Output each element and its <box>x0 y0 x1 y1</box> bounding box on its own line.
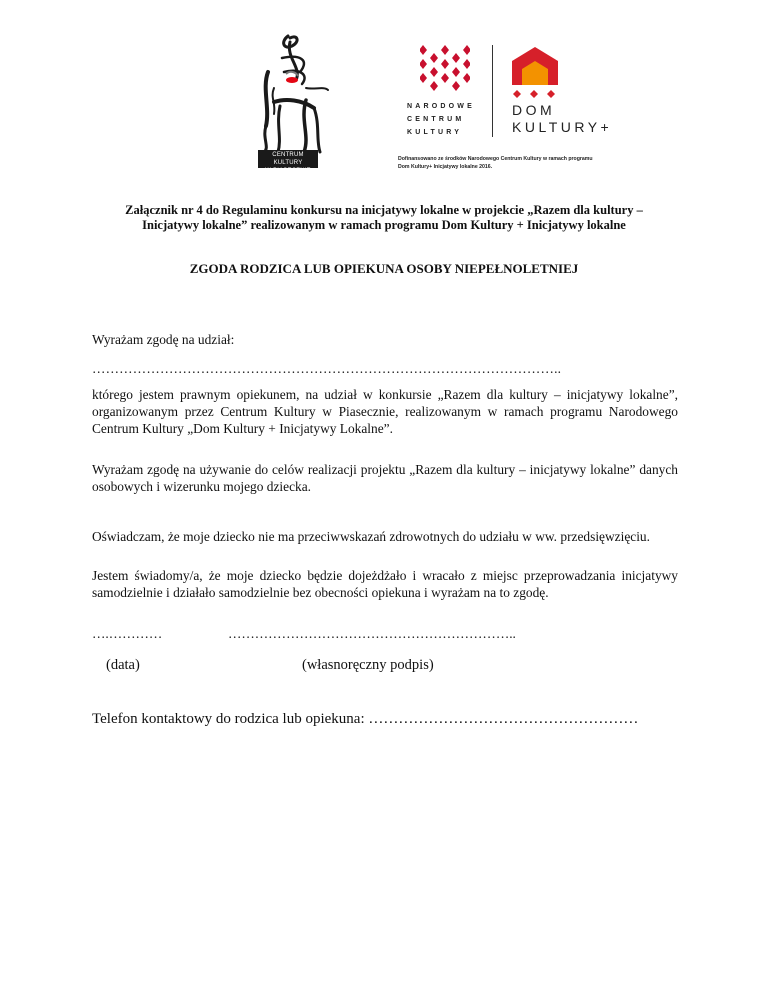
annex-heading-line2: Inicjatywy lokalne” realizowanym w ramach programu Dom Kultury + Inicjatywy lokalne <box>142 218 626 232</box>
date-label: (data) <box>106 657 140 673</box>
dom-kultury-dots-icon <box>509 89 559 99</box>
travel-statement: Jestem świadomy/a, że moje dziecko będzie dojeżdżało i wracało z miejsc przeprowadzania inicjatywy samodzielnie i działało samodzielnie bez obecności opiekuna i wyrażam na to zgodę. <box>92 568 678 600</box>
signature-field[interactable]: ……………………………………………………….. <box>228 626 516 641</box>
nck-line3: KULTURY <box>407 129 463 136</box>
ck-badge-line2: W PIASECZNIE <box>265 168 311 174</box>
dom-kultury-wordmark <box>512 102 612 136</box>
data-consent-statement: Wyrażam zgodę na używanie do celów realizacji projektu „Razem dla kultury – inicjatywy lokalne” danych osobowych i wizerunku mojego dziecka. <box>92 462 678 494</box>
ck-badge-line1: CENTRUM KULTURY <box>272 152 304 166</box>
consent-label: Wyrażam zgodę na udział: <box>92 332 235 347</box>
dom-kultury-house-icon <box>510 45 560 85</box>
nck-line1: NARODOWE <box>407 103 475 110</box>
dk-line2: KULTURY+ <box>512 119 613 135</box>
funding-note <box>398 155 593 171</box>
nck-wordmark <box>407 100 475 139</box>
annex-heading <box>95 203 673 233</box>
signature-label: (własnoręczny podpis) <box>302 657 434 673</box>
funding-note-line2: Dom Kultury+ Inicjatywy lokalne 2016. <box>398 164 493 170</box>
health-statement: Oświadczam, że moje dziecko nie ma przeciwwskazań zdrowotnych do udziału w ww. przedsięwzięciu. <box>92 529 650 544</box>
header-logos <box>0 0 768 200</box>
participant-name-field[interactable]: ………………………………………………………………………………………….. <box>92 361 562 376</box>
nck-crown-icon <box>420 45 470 93</box>
annex-heading-line1: Załącznik nr 4 do Regulaminu konkursu na inicjatywy lokalne w projekcie „Razem dla kultury – <box>125 203 643 217</box>
document-title: ZGODA RODZICA LUB OPIEKUNA OSOBY NIEPEŁNOLETNIEJ <box>189 261 579 276</box>
funding-note-line1: Dofinansowano ze środków Narodowego Centrum Kultury w ramach programu <box>398 156 593 162</box>
logo-divider <box>492 45 493 137</box>
centrum-kultury-badge <box>258 150 318 174</box>
phone-field[interactable]: Telefon kontaktowy do rodzica lub opiekuna: ……………………………………………… <box>92 711 639 727</box>
date-field[interactable]: ….………… <box>92 626 163 641</box>
nck-line2: CENTRUM <box>407 116 465 123</box>
guardian-statement: którego jestem prawnym opiekunem, na udział w konkursie „Razem dla kultury – inicjatywy lokalne”, organizowanym przez Centrum Kultury w Piasecznie, realizowanym w ramach programu Narodowego Centrum Kultury „Dom Kultury + Inicjatywy Lokalne”. <box>92 387 678 436</box>
dk-line1: DOM <box>512 102 556 118</box>
